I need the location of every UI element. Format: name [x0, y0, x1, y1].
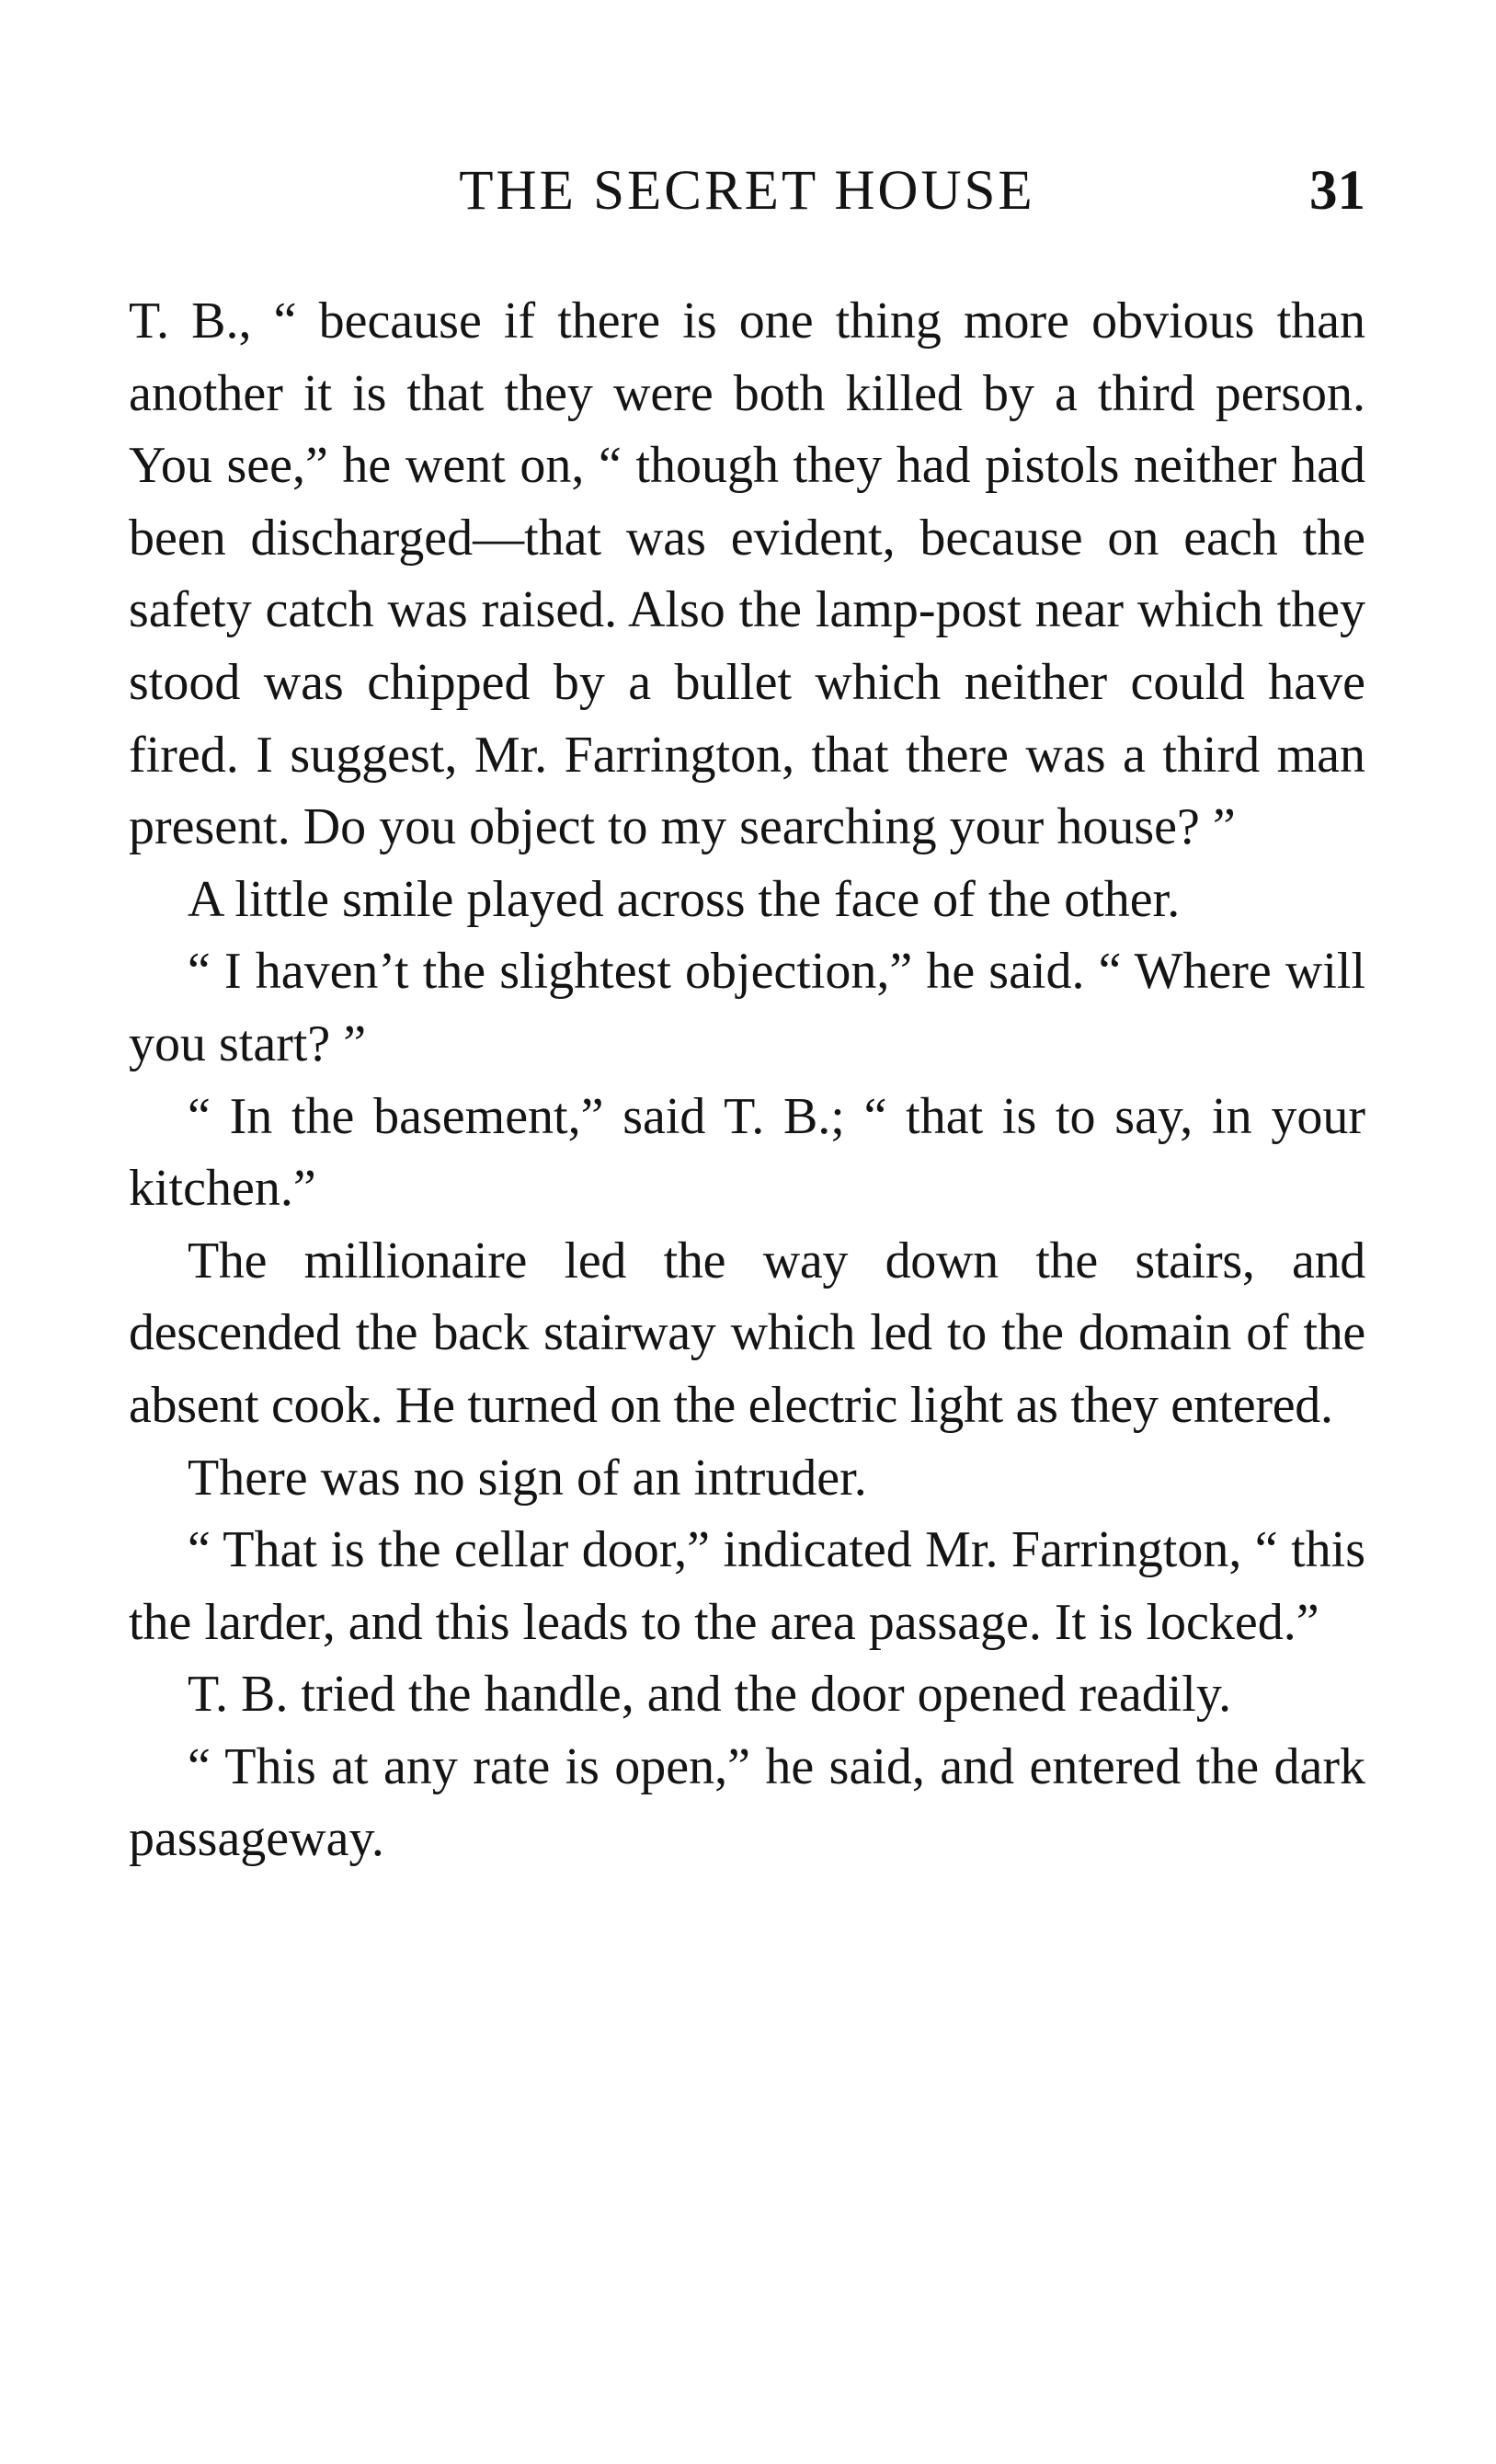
running-title: THE SECRET HOUSE [459, 160, 1035, 222]
paragraph-6: There was no sign of an intruder. [188, 1449, 867, 1507]
paragraph-2: A little smile played across the face of the other. [188, 870, 1181, 928]
paragraph-3: “ I haven’t the slightest objection,” he said. “ Where will you start? ” [129, 943, 1365, 1072]
paragraph-4: “ In the basement,” said T. B.; “ that is to say, in your kitchen.” [129, 1087, 1365, 1218]
page-number: 31 [1309, 160, 1365, 222]
paragraph-9: “ This at any rate is open,” he said, and entered the dark passageway. [129, 1737, 1365, 1868]
paragraph-1: T. B., “ because if there is one thing more obvious than another it is that they were both killed by a third person. You see,” he went on, “ though they had pistols neither had been discharged—that was evident, because on each the safety catch was raised. Also the lamp-post near which they stood was chipped by a bullet which neither could have fired. I suggest, Mr. Farrington, that there was a third man present. Do you object to my searching your house? ” [129, 292, 1365, 856]
paragraph-7: “ That is the cellar door,” indicated Mr. Farrington, “ this the larder, and this leads to the area passage. It is locked.” [129, 1521, 1365, 1651]
body-text [129, 285, 1365, 1875]
running-header [129, 155, 1365, 228]
paragraph-5: The millionaire led the way down the stairs, and descended the back stairway which led to the domain of the absent cook. He turned on the electric light as they entered. [129, 1232, 1365, 1434]
paragraph-8: T. B. tried the handle, and the door opened readily. [188, 1666, 1232, 1724]
